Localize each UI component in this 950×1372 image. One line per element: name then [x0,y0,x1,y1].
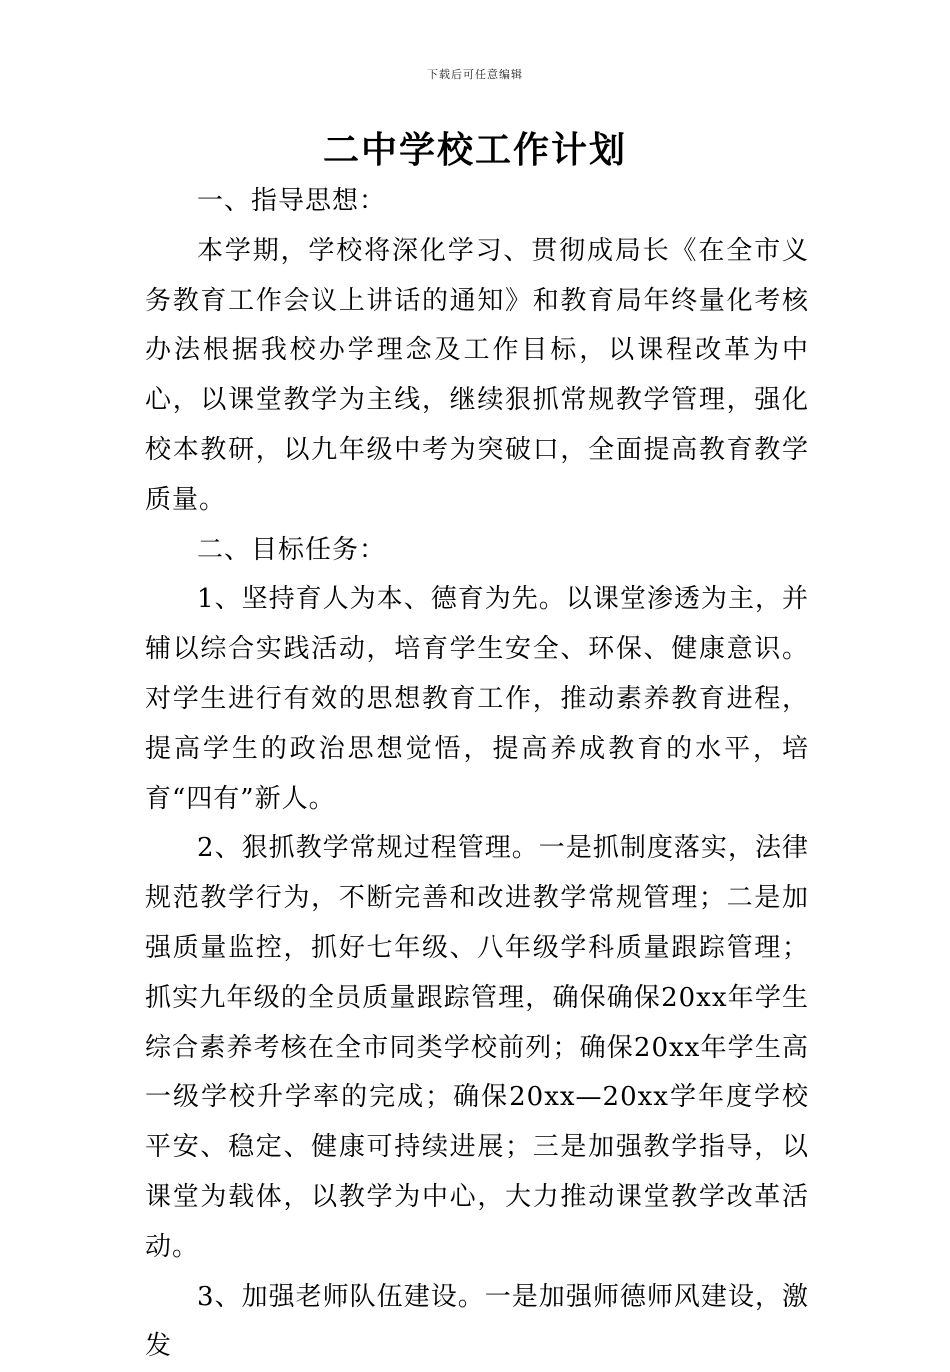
paragraph-guiding-ideology: 本学期，学校将深化学习、贯彻成局长《在全市义务教育工作会议上讲话的通知》和教育局年终量化考核办法根据我校办学理念及工作目标，以课程改革为中心，以课堂教学为主线，继续狠抓常规教学管理，强化校本教研，以九年级中考为突破口，全面提高教育教学质量。 [145,235,809,515]
paragraph-goal-3: 3、加强老师队伍建设。一是加强师德师风建设，激发 [145,1281,809,1362]
page-header-note: 下载后可任意编辑 [427,68,523,81]
paragraph-goal-1: 1、坚持育人为本、德育为先。以课堂渗透为主，并辅以综合实践活动，培育学生安全、环保、健康意识。对学生进行有效的思想教育工作，推动素养教育进程，提高学生的政治思想觉悟，提高养成教育的水平，培育“四有”新人。 [145,584,809,814]
section-heading-guiding-ideology: 一、指导思想： [197,186,387,216]
document-body [145,177,809,1372]
document-title: 二中学校工作计划 [322,130,627,171]
section-heading-goals-tasks: 二、目标任务： [197,534,387,565]
paragraph-goal-2: 2、狠抓教学常规过程管理。一是抓制度落实，法律规范教学行为，不断完善和改进教学常规管理；二是加强质量监控，抓好七年级、八年级学科质量跟踪管理；抓实九年级的全员质量跟踪管理，确保确保20xx年学生综合素养考核在全市同类学校前列；确保20xx年学生高一级学校升学率的完成；确保20xx—20xx学年度学校平安、稳定、健康可持续进展；三是加强教学指导，以课堂为载体，以教学为中心，大力推动课堂教学改革活动。 [145,833,809,1262]
